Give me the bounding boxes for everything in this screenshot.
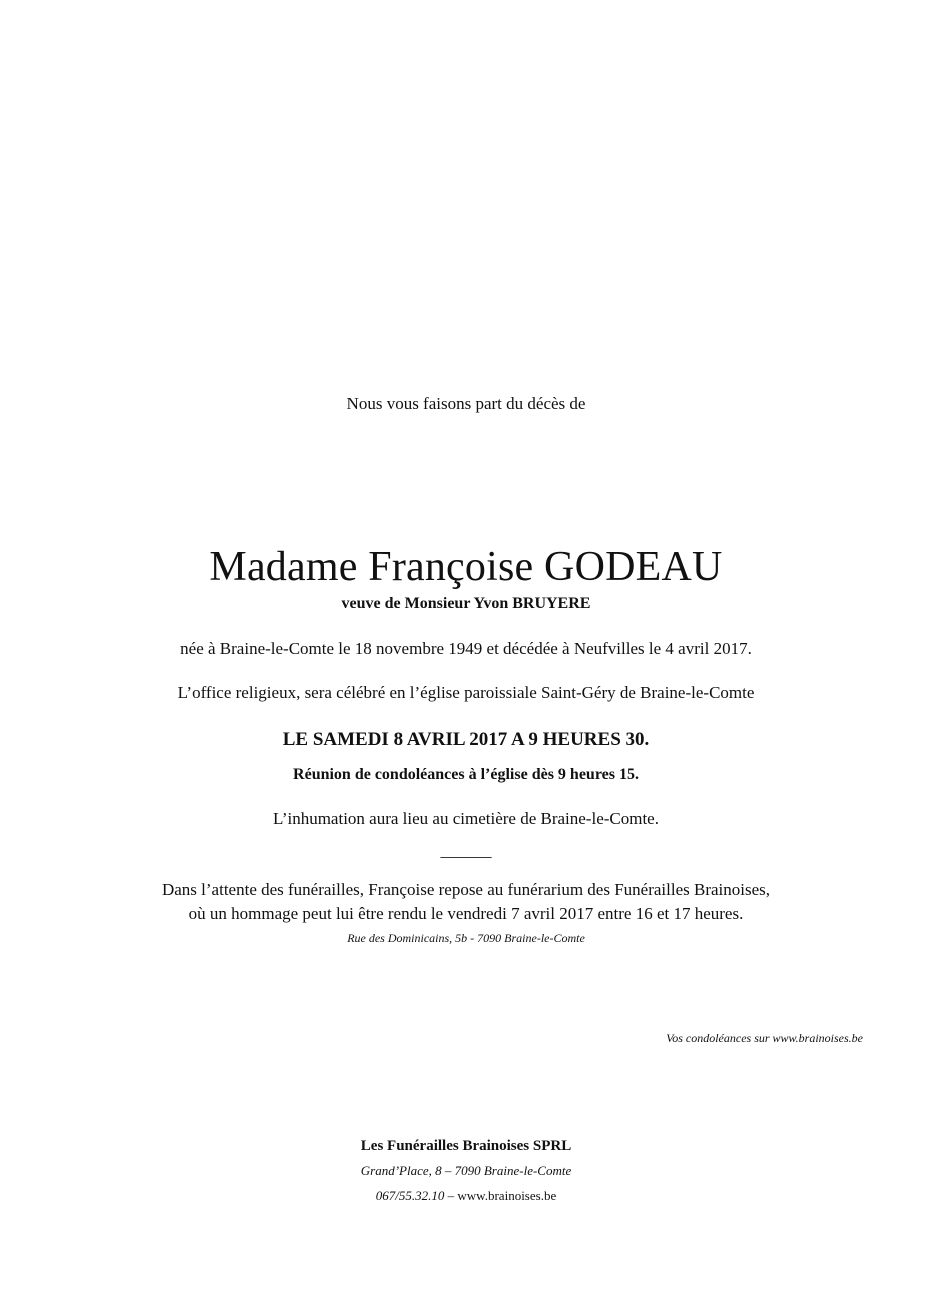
birth-death-line: née à Braine-le-Comte le 18 novembre 1949 et décédée à Neufvilles le 4 avril 2017. — [180, 639, 752, 658]
waiting-line-2: où un hommage peut lui être rendu le vendredi 7 avril 2017 entre 16 et 17 heures. — [188, 904, 744, 923]
contact-separator: – — [444, 1188, 458, 1203]
ceremony-date: LE SAMEDI 8 AVRIL 2017 A 9 HEURES 30. — [282, 729, 650, 750]
spouse-line: veuve de Monsieur Yvon BRUYERE — [341, 595, 591, 612]
intro-text: Nous vous faisons part du décès de — [346, 394, 586, 413]
company-website[interactable]: www.brainoises.be — [457, 1188, 557, 1203]
burial-line: L’inhumation aura lieu au cimetière de Braine-le-Comte. — [273, 809, 659, 828]
deceased-name: Madame Françoise GODEAU — [209, 544, 723, 590]
reunion-line: Réunion de condoléances à l’église dès 9 heures 15. — [293, 766, 639, 783]
office-line: L’office religieux, sera célébré en l’église paroissiale Saint-Géry de Braine-le-Comte — [177, 683, 755, 702]
condolences-link[interactable]: Vos condoléances sur www.brainoises.be — [666, 1031, 863, 1045]
funerarium-address: Rue des Dominicains, 5b - 7090 Braine-le-Comte — [347, 931, 585, 945]
company-contact — [0, 1189, 932, 1202]
company-address: Grand’Place, 8 – 7090 Braine-le-Comte — [360, 1163, 572, 1178]
separator: ______ — [440, 841, 492, 860]
company-phone: 067/55.32.10 — [375, 1188, 445, 1203]
waiting-line-1: Dans l’attente des funérailles, Françoise repose au funérarium des Funérailles Brainoises, — [161, 880, 771, 899]
company-name: Les Funérailles Brainoises SPRL — [360, 1138, 572, 1154]
